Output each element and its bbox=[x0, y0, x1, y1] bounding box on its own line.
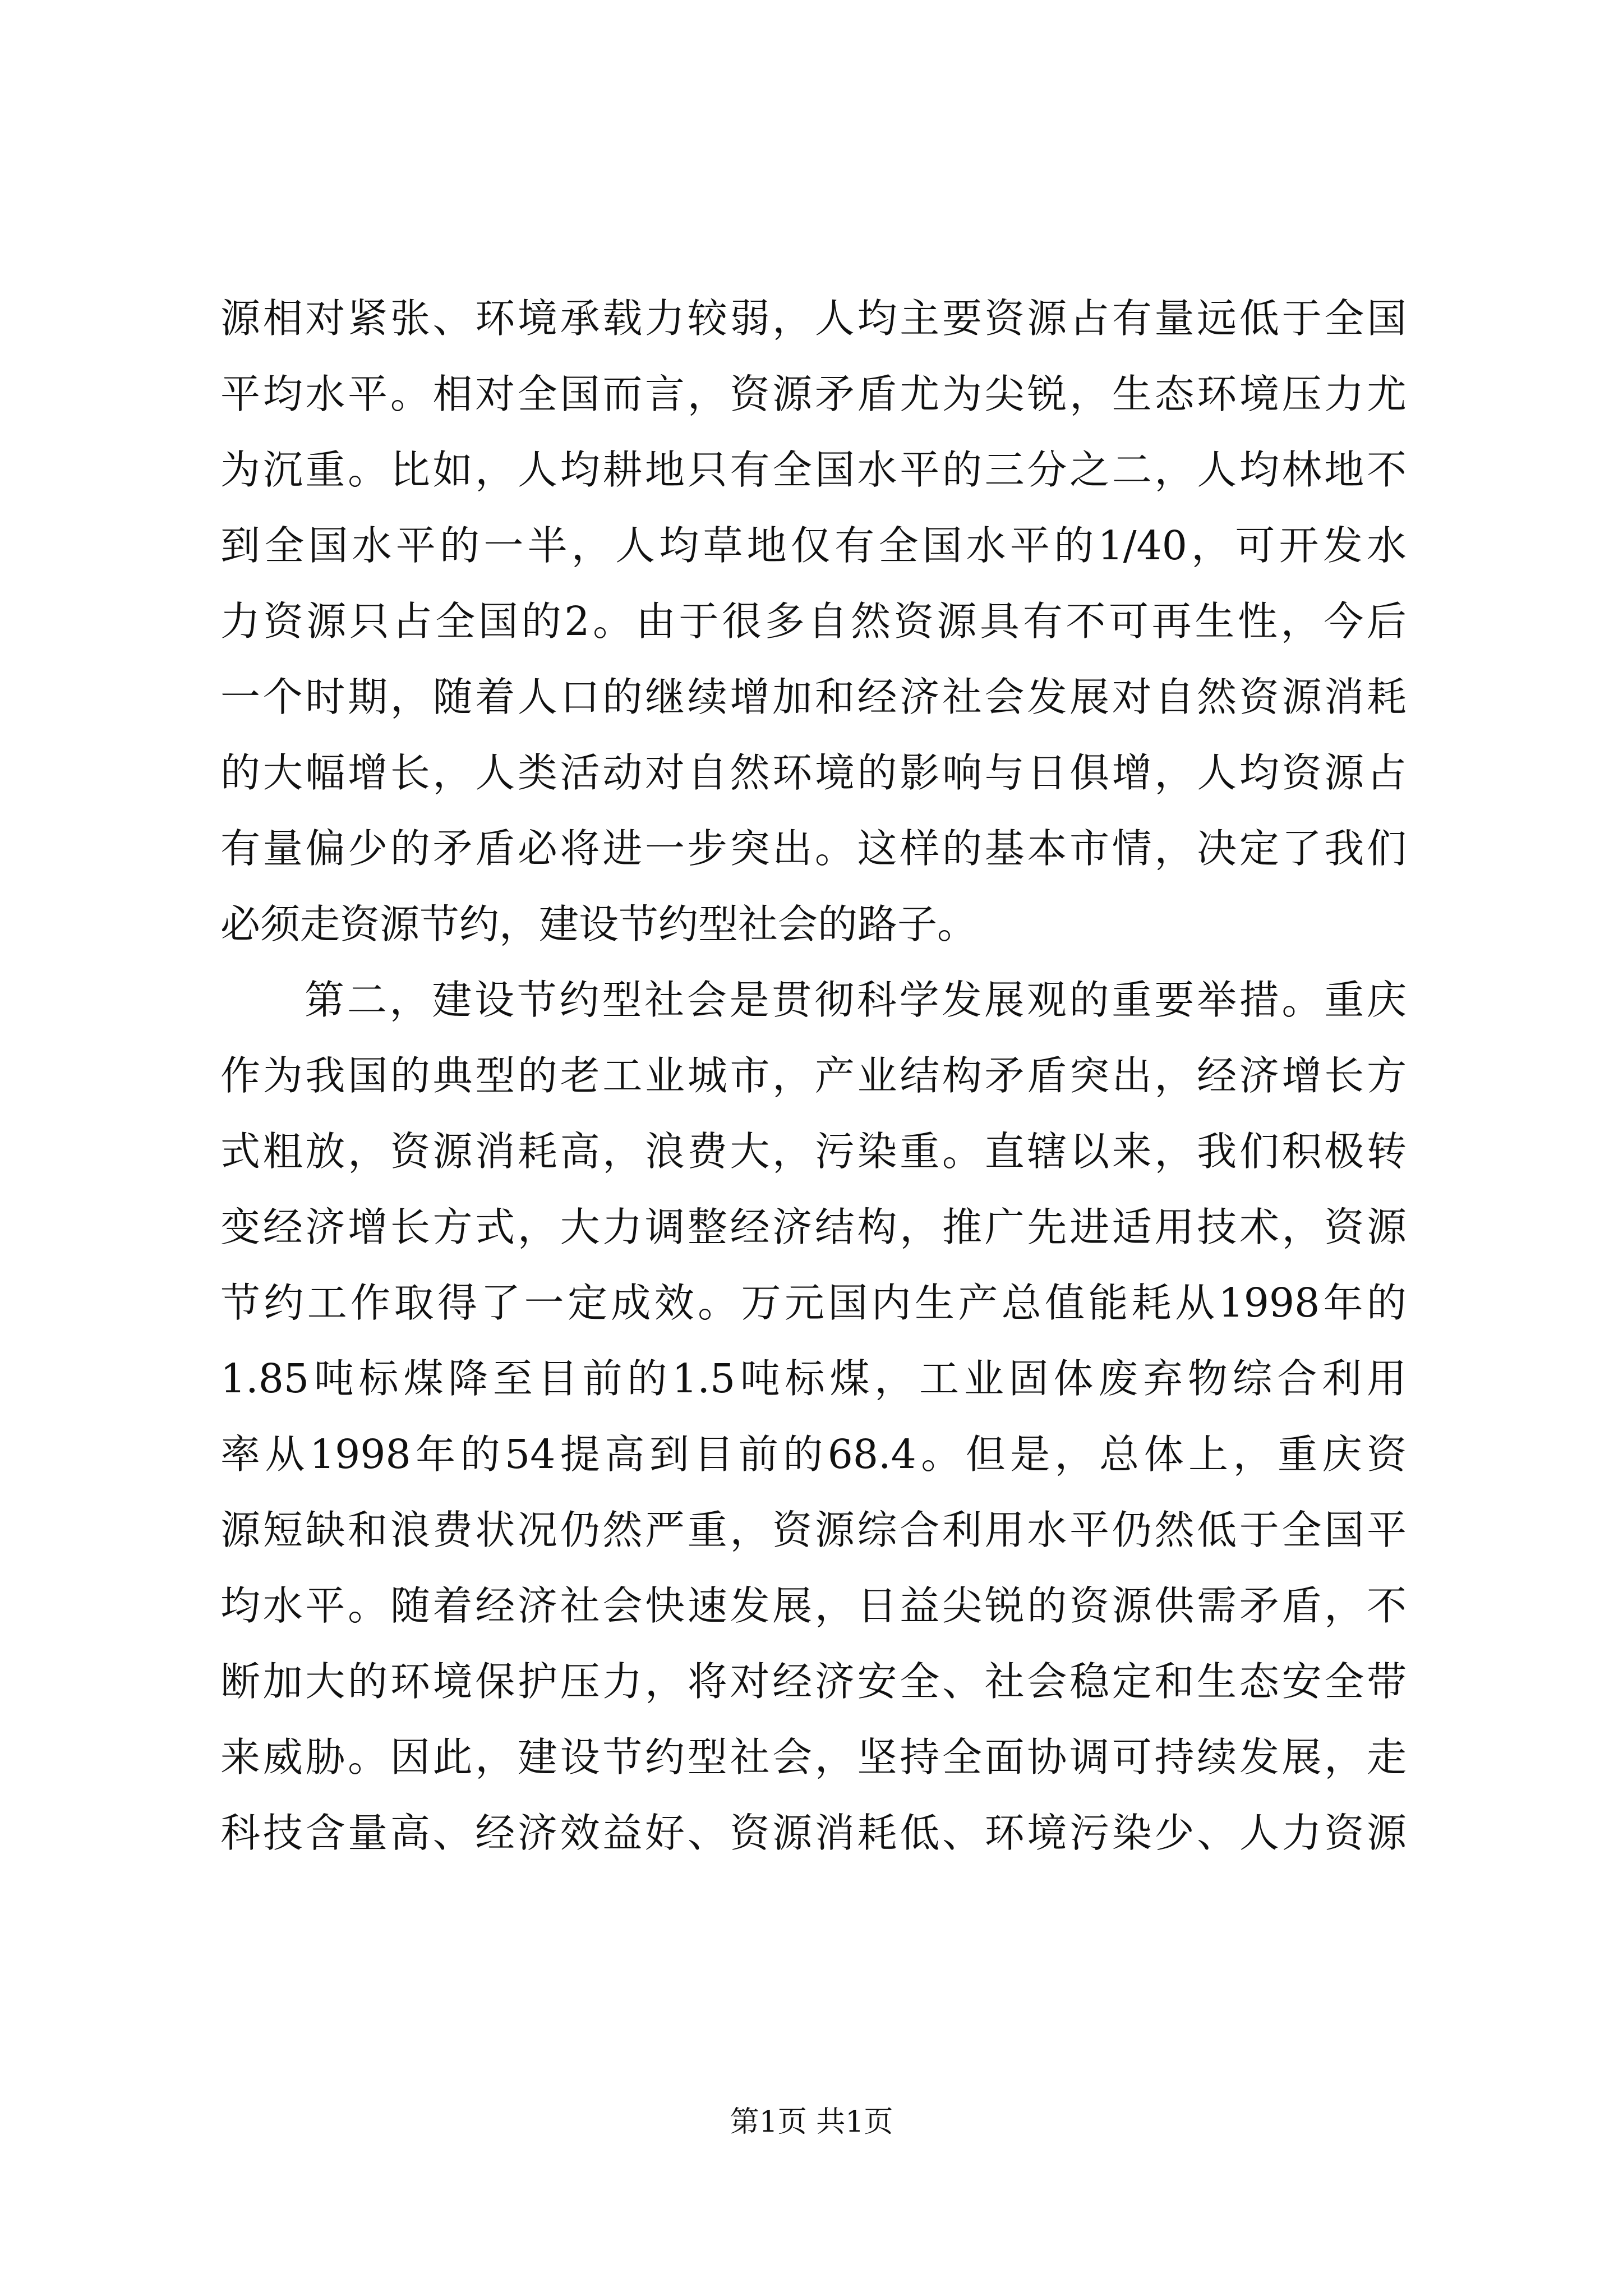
text-line: 1.85吨标煤降至目前的1.5吨标煤，工业固体废弃物综合利用 bbox=[220, 1355, 1407, 1402]
text-line: 作为我国的典型的老工业城市，产业结构矛盾突出，经济增长方 bbox=[220, 1052, 1407, 1099]
text-line: 率从1998年的54提高到目前的68.4。但是，总体上，重庆资 bbox=[220, 1431, 1407, 1478]
text-line: 断加大的环境保护压力，将对经济安全、社会稳定和生态安全带 bbox=[220, 1658, 1407, 1705]
text-line: 均水平。随着经济社会快速发展，日益尖锐的资源供需矛盾，不 bbox=[220, 1582, 1407, 1629]
text-line: 为沉重。比如，人均耕地只有全国水平的三分之二，人均林地不 bbox=[220, 447, 1407, 493]
page-number-footer: 第1页 共1页 bbox=[730, 2105, 893, 2139]
text-line: 有量偏少的矛盾必将进一步突出。这样的基本市情，决定了我们 bbox=[220, 825, 1407, 872]
text-line: 式粗放，资源消耗高，浪费大，污染重。直辖以来，我们积极转 bbox=[220, 1128, 1407, 1175]
text-line: 科技含量高、经济效益好、资源消耗低、环境污染少、人力资源 bbox=[220, 1810, 1407, 1856]
paragraph-start-line: 第二，建设节约型社会是贯彻科学发展观的重要举措。重庆 bbox=[305, 977, 1407, 1023]
text-line: 节约工作取得了一定成效。万元国内生产总值能耗从1998年的 bbox=[220, 1280, 1407, 1326]
text-line: 力资源只占全国的2。由于很多自然资源具有不可再生性，今后 bbox=[220, 598, 1407, 645]
text-line: 来威胁。因此，建设节约型社会，坚持全面协调可持续发展，走 bbox=[220, 1734, 1407, 1780]
text-line: 源相对紧张、环境承载力较弱，人均主要资源占有量远低于全国 bbox=[220, 295, 1407, 342]
text-line: 的大幅增长，人类活动对自然环境的影响与日俱增，人均资源占 bbox=[220, 749, 1407, 796]
text-line: 一个时期，随着人口的继续增加和经济社会发展对自然资源消耗 bbox=[220, 674, 1407, 720]
text-line: 到全国水平的一半，人均草地仅有全国水平的1/40，可开发水 bbox=[220, 522, 1407, 569]
text-line: 必须走资源节约，建设节约型社会的路子。 bbox=[220, 901, 978, 947]
text-line: 变经济增长方式，大力调整经济结构，推广先进适用技术，资源 bbox=[220, 1204, 1407, 1250]
text-line: 平均水平。相对全国而言，资源矛盾尤为尖锐，生态环境压力尤 bbox=[220, 371, 1407, 417]
text-line: 源短缺和浪费状况仍然严重，资源综合利用水平仍然低于全国平 bbox=[220, 1507, 1407, 1553]
